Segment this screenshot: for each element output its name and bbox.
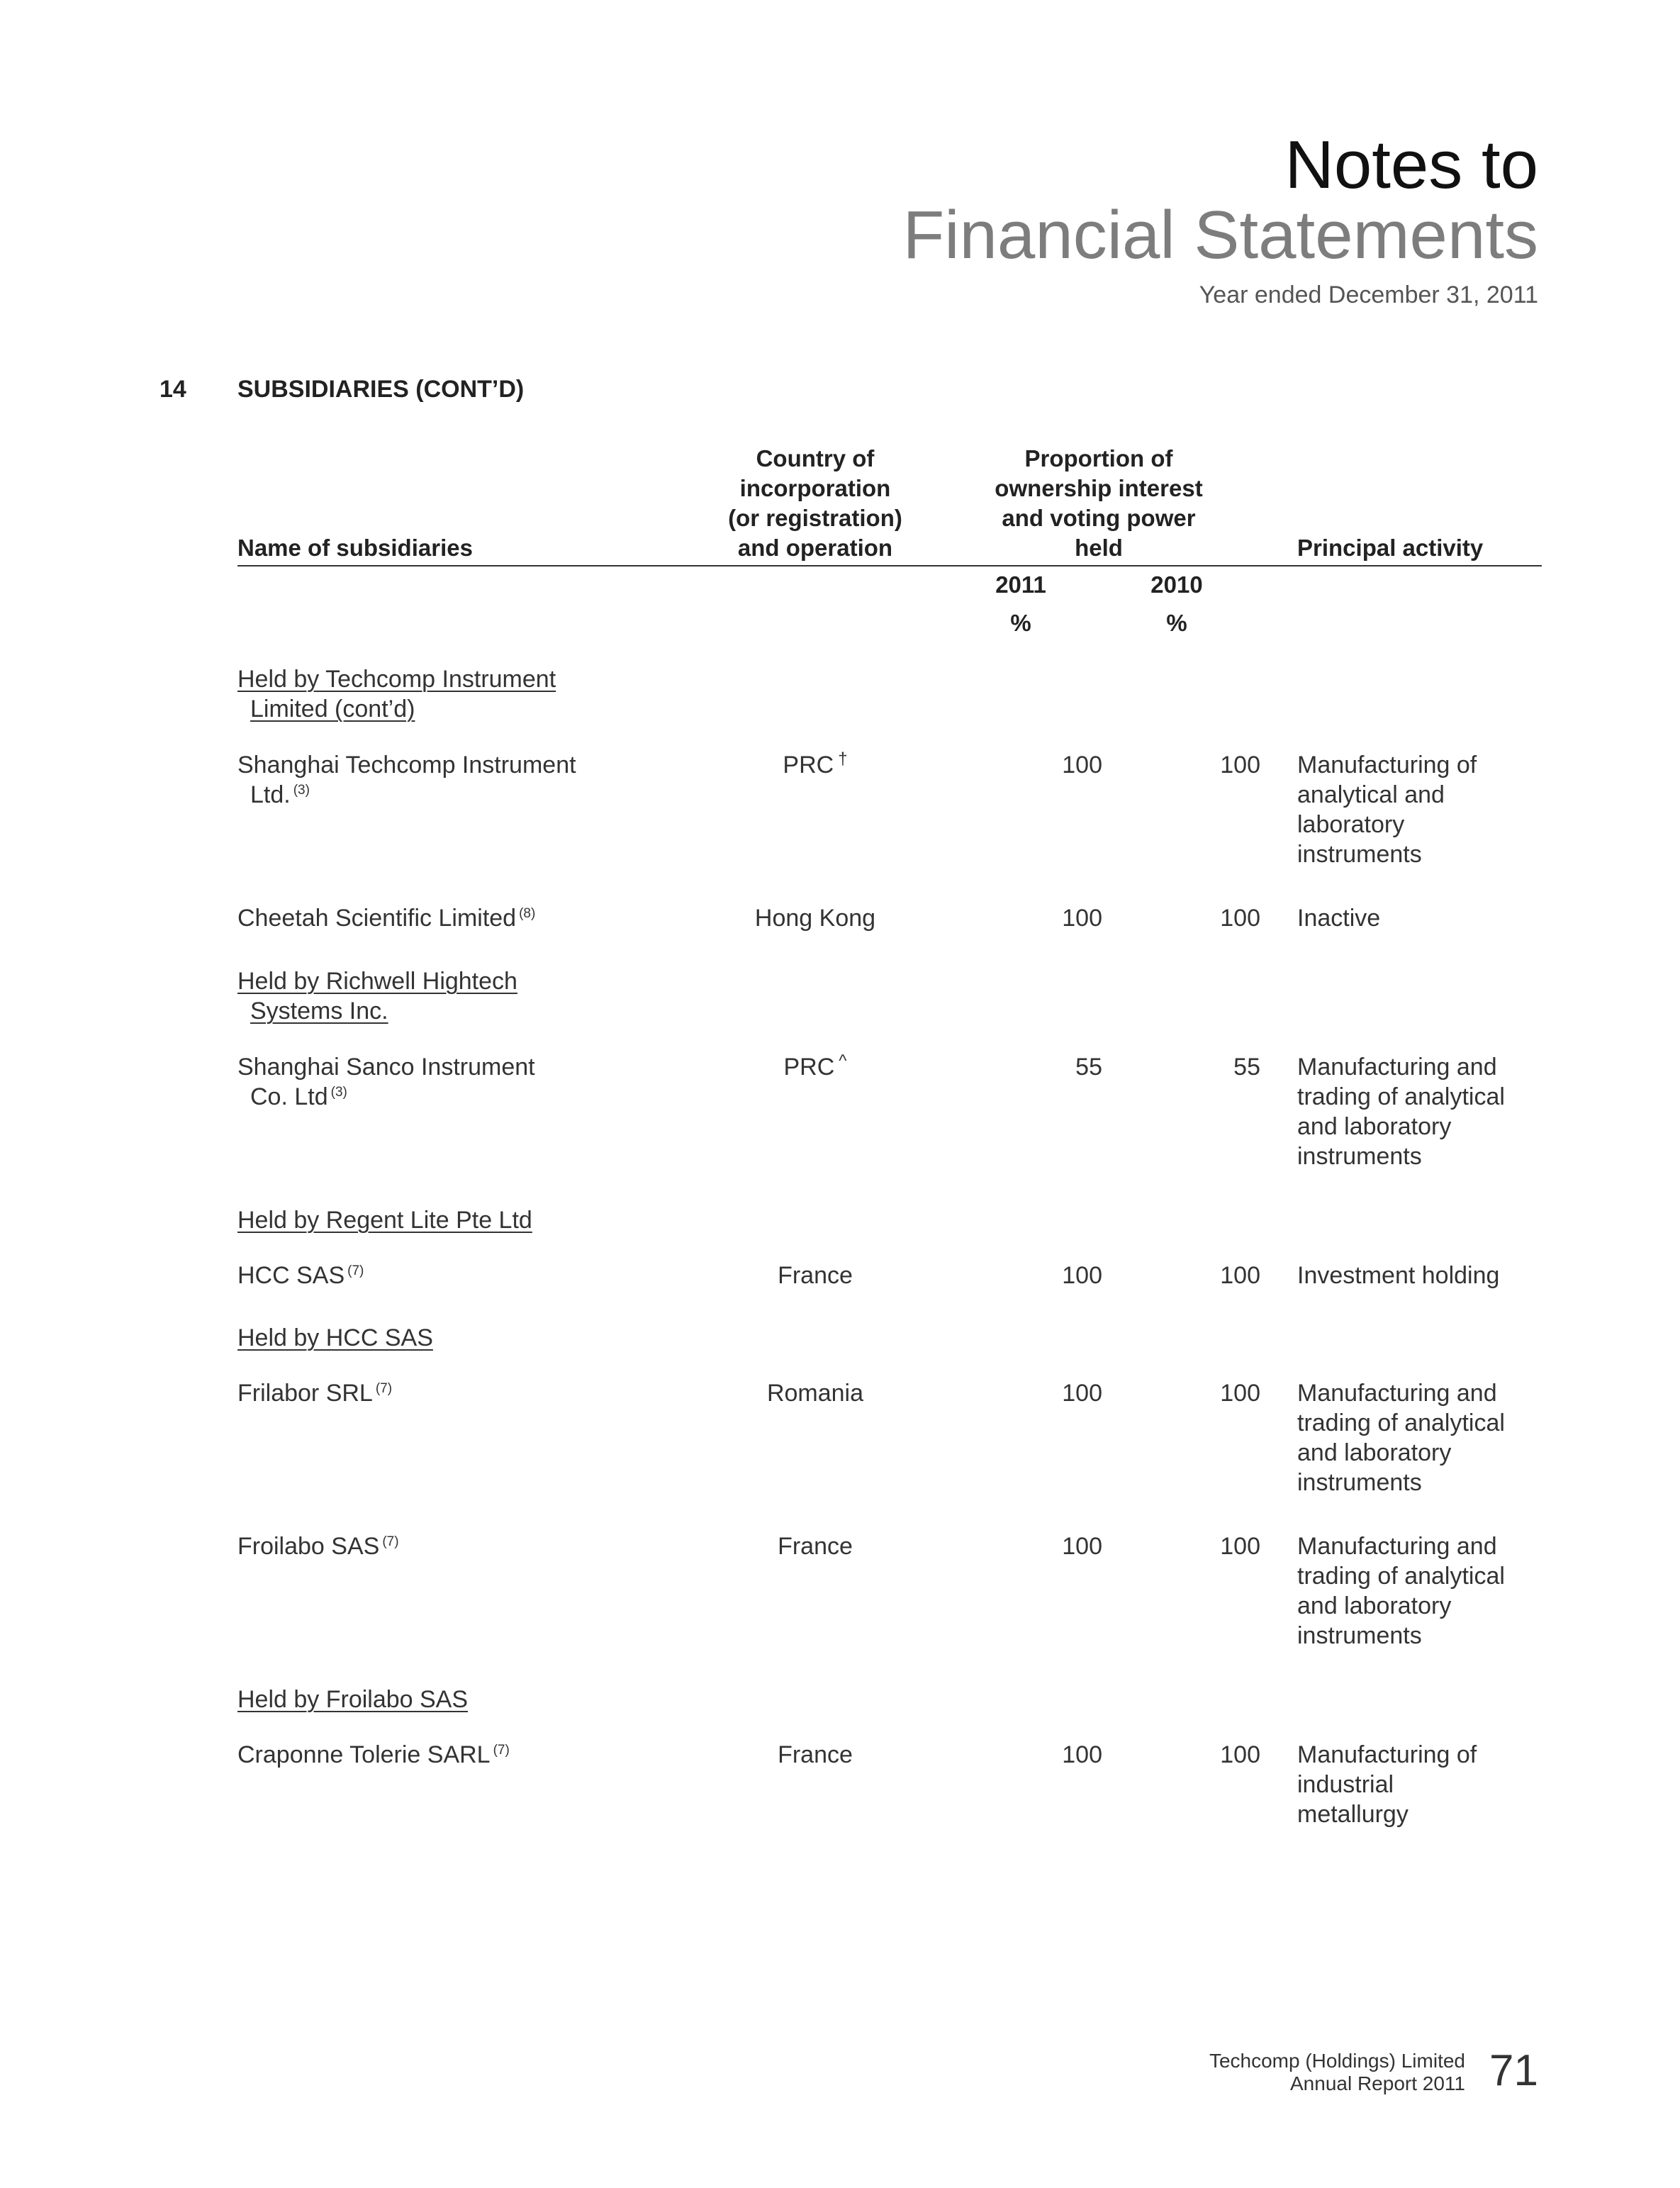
group-heading: Held by HCC SAS [237,1324,433,1351]
footnote-ref: (7) [347,1263,364,1278]
ownership-2011: 100 [1062,905,1102,932]
column-header-year-2011: 2011 [995,571,1046,598]
ownership-2011: 100 [1062,1380,1102,1407]
subsidiary-name: Craponne Tolerie SARL $^{(7)}$ [237,1741,510,1768]
footnote-ref: (7) [375,1380,393,1396]
principal-activity: Manufacturing and trading of analytical and laboratory instruments [1297,1380,1505,1496]
subsidiary-name: HCC SAS $^{(7)}$ [237,1262,364,1289]
ownership-2010: 100 [1220,905,1260,932]
footnote-ref: (3) [293,782,310,798]
column-header-proportion: Proportion of ownership interest and voting power held [995,445,1203,561]
footnote-ref: (3) [330,1084,347,1100]
footnote-ref: (7) [493,1742,510,1758]
group-heading: Held by Techcomp Instrument Limited (cont’d) [237,666,556,722]
country-marker: † [838,749,848,769]
ownership-2010: 100 [1220,752,1260,778]
column-header-activity: Principal activity [1297,535,1484,561]
country: Hong Kong [754,905,876,932]
footer-company: Techcomp (Holdings) Limited Annual Report 2011 [1209,2050,1465,2094]
principal-activity: Manufacturing and trading of analytical and laboratory instruments [1297,1533,1505,1649]
header-rule [237,565,1542,566]
column-unit-2010: % [1166,610,1187,636]
principal-activity: Investment holding [1297,1262,1500,1289]
subsidiary-name: Cheetah Scientific Limited $^{(8)}$ [237,905,536,932]
column-header-country: Country of incorporation (or registration) and operation [728,445,902,561]
page-title-line2: Financial Statements [902,197,1538,273]
country-marker: ^ [839,1051,847,1071]
ownership-2011: 55 [1075,1054,1102,1081]
subsidiary-name: Shanghai Techcomp Instrument Ltd. $^{(3)}$ [237,752,576,808]
ownership-2011: 100 [1062,1262,1102,1289]
column-header-name: Name of subsidiaries [237,535,473,561]
country: France [778,1741,853,1768]
page-title-line1: Notes to [1284,127,1538,203]
principal-activity: Manufacturing of analytical and laboratory instruments [1297,752,1477,868]
ownership-2011: 100 [1062,752,1102,778]
column-unit-2011: % [1010,610,1031,636]
footnote-ref: (8) [519,905,536,921]
principal-activity: Inactive [1297,905,1381,932]
section-number: 14 [159,376,186,403]
country: PRC † [783,749,848,778]
page-subtitle: Year ended December 31, 2011 [1199,281,1538,308]
group-heading: Held by Froilabo SAS [237,1686,469,1713]
group-heading: Held by Regent Lite Pte Ltd [237,1207,532,1234]
ownership-2010: 55 [1233,1054,1260,1081]
country: PRC ^ [783,1051,847,1081]
principal-activity: Manufacturing of industrial metallurgy [1297,1741,1477,1828]
ownership-2011: 100 [1062,1533,1102,1560]
page-number: 71 [1489,2046,1538,2095]
country: France [778,1533,853,1560]
group-heading: Held by Richwell Hightech Systems Inc. [237,968,517,1025]
ownership-2011: 100 [1062,1741,1102,1768]
subsidiary-name: Frilabor SRL $^{(7)}$ [237,1380,393,1407]
section-title: SUBSIDIARIES (CONT’D) [237,376,525,403]
ownership-2010: 100 [1220,1533,1260,1560]
subsidiary-name: Shanghai Sanco Instrument Co. Ltd $^{(3)}$ [237,1054,535,1110]
subsidiary-name: Froilabo SAS $^{(7)}$ [237,1533,399,1560]
country: Romania [766,1380,864,1407]
column-header-year-2010: 2010 [1150,571,1203,598]
country: France [778,1262,853,1289]
ownership-2010: 100 [1220,1380,1260,1407]
footnote-ref: (7) [382,1534,399,1549]
ownership-2010: 100 [1220,1741,1260,1768]
principal-activity: Manufacturing and trading of analytical and laboratory instruments [1297,1054,1505,1170]
ownership-2010: 100 [1220,1262,1260,1289]
